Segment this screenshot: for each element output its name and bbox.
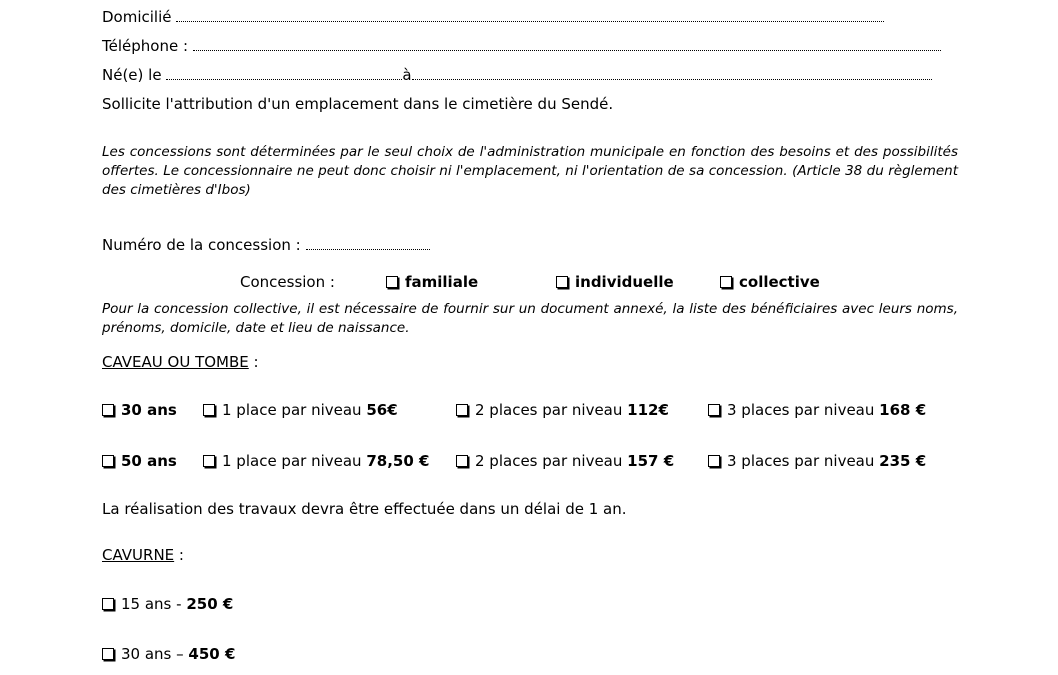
option-price: 168 € bbox=[879, 401, 927, 419]
concession-notice: Les concessions sont déterminées par le seul choix de l'administration municipale en fonction des besoins et des possibilités offertes. Le concessionnaire ne peut donc choisir ni l'emplacement, ni l'orientation de sa concession. (Article 38 du règlement des cimetières d'Ibos) bbox=[102, 144, 958, 198]
checkbox-30-ans-1-place[interactable] bbox=[203, 401, 398, 419]
birth-date-dotted-line[interactable] bbox=[166, 67, 402, 80]
caveau-heading-suffix: : bbox=[248, 353, 259, 371]
domicile-label: Domicilié bbox=[102, 8, 172, 26]
checkbox-collective[interactable] bbox=[720, 273, 820, 291]
concession-number-field bbox=[102, 236, 430, 254]
option-price: 157 € bbox=[627, 452, 675, 470]
phone-field bbox=[102, 37, 941, 55]
option-label: 15 ans - bbox=[121, 595, 187, 613]
checkbox-icon[interactable] bbox=[386, 276, 398, 288]
checkbox-icon[interactable] bbox=[203, 455, 215, 467]
option-label: 3 places par niveau bbox=[727, 401, 880, 419]
checkbox-50-ans-1-place[interactable] bbox=[203, 452, 429, 470]
checkbox-30-ans-2-places[interactable] bbox=[456, 401, 669, 419]
cavurne-heading bbox=[102, 546, 184, 564]
checkbox-icon[interactable] bbox=[456, 404, 468, 416]
born-label: Né(e) le bbox=[102, 66, 162, 84]
option-price: 56€ bbox=[366, 401, 398, 419]
born-at-label: à bbox=[402, 66, 412, 84]
request-text: Sollicite l'attribution d'un emplacement dans le cimetière du Sendé. bbox=[102, 95, 614, 113]
birth-field bbox=[102, 66, 932, 84]
checkbox-icon[interactable] bbox=[456, 455, 468, 467]
checkbox-individuelle[interactable] bbox=[556, 273, 674, 291]
checkbox-icon[interactable] bbox=[556, 276, 568, 288]
checkbox-familiale[interactable] bbox=[386, 273, 478, 291]
option-label: 1 place par niveau bbox=[222, 401, 367, 419]
familiale-label: familiale bbox=[405, 273, 479, 291]
duration-label: 30 ans bbox=[121, 401, 177, 419]
concession-number-label: Numéro de la concession : bbox=[102, 236, 301, 254]
cavurne-heading-suffix: : bbox=[174, 546, 184, 564]
checkbox-50-ans-2-places[interactable] bbox=[456, 452, 674, 470]
duration-label: 50 ans bbox=[121, 452, 177, 470]
option-price: 78,50 € bbox=[366, 452, 430, 470]
checkbox-cavurne-30-ans[interactable] bbox=[102, 645, 235, 663]
domicile-field bbox=[102, 8, 884, 26]
phone-label: Téléphone : bbox=[102, 37, 189, 55]
option-price: 235 € bbox=[879, 452, 927, 470]
option-label: 2 places par niveau bbox=[475, 452, 628, 470]
works-note: La réalisation des travaux devra être effectuée dans un délai de 1 an. bbox=[102, 500, 627, 518]
concession-type-label: Concession : bbox=[240, 273, 335, 291]
checkbox-icon[interactable] bbox=[102, 648, 114, 660]
collective-note: Pour la concession collective, il est nécessaire de fournir sur un document annexé, la liste des bénéficiaires avec leurs noms, prénoms, domicile, date et lieu de naissance. bbox=[102, 301, 958, 336]
checkbox-cavurne-15-ans[interactable] bbox=[102, 595, 233, 613]
checkbox-caveau-50-ans[interactable] bbox=[102, 452, 177, 470]
domicile-dotted-line[interactable] bbox=[176, 9, 884, 22]
option-label: 3 places par niveau bbox=[727, 452, 880, 470]
option-price: 450 € bbox=[188, 645, 236, 663]
phone-dotted-line[interactable] bbox=[193, 38, 941, 51]
caveau-heading-text: CAVEAU OU TOMBE bbox=[102, 353, 249, 371]
checkbox-icon[interactable] bbox=[708, 404, 720, 416]
option-label: 1 place par niveau bbox=[222, 452, 367, 470]
option-price: 112€ bbox=[627, 401, 669, 419]
checkbox-30-ans-3-places[interactable] bbox=[708, 401, 926, 419]
option-label: 2 places par niveau bbox=[475, 401, 628, 419]
checkbox-50-ans-3-places[interactable] bbox=[708, 452, 926, 470]
checkbox-icon[interactable] bbox=[102, 598, 114, 610]
checkbox-icon[interactable] bbox=[203, 404, 215, 416]
option-label: 30 ans – bbox=[121, 645, 189, 663]
concession-number-dotted-line[interactable] bbox=[306, 237, 430, 250]
birth-place-dotted-line[interactable] bbox=[412, 67, 932, 80]
checkbox-icon[interactable] bbox=[708, 455, 720, 467]
caveau-heading bbox=[102, 353, 259, 371]
option-price: 250 € bbox=[186, 595, 234, 613]
checkbox-icon[interactable] bbox=[720, 276, 732, 288]
cavurne-heading-text: CAVURNE bbox=[102, 546, 175, 564]
collective-label: collective bbox=[739, 273, 820, 291]
checkbox-icon[interactable] bbox=[102, 404, 114, 416]
checkbox-icon[interactable] bbox=[102, 455, 114, 467]
checkbox-caveau-30-ans[interactable] bbox=[102, 401, 177, 419]
individuelle-label: individuelle bbox=[575, 273, 674, 291]
